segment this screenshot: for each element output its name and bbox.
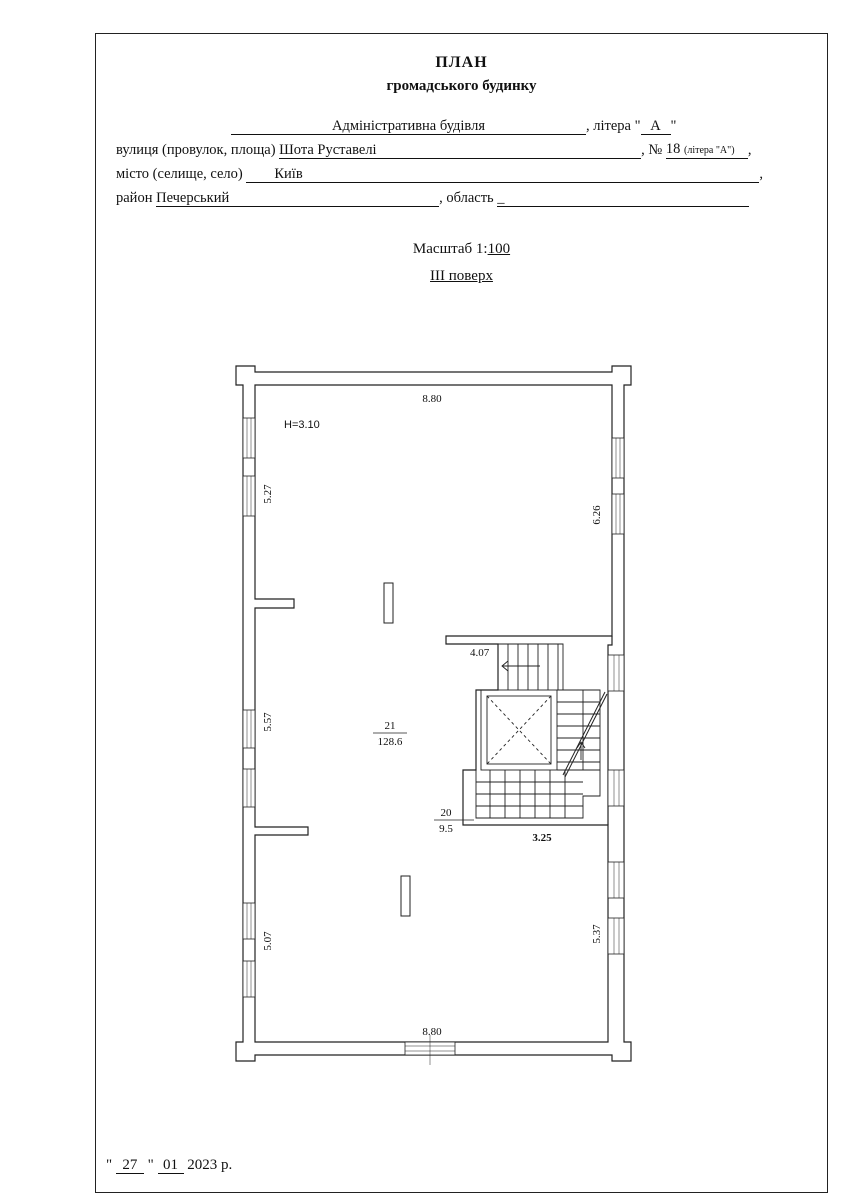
- window-right-2: [612, 494, 624, 534]
- window-right-1: [612, 438, 624, 478]
- room-stair-area: 9.5: [439, 823, 453, 835]
- street-value: Шота Руставелі: [279, 143, 641, 159]
- window-right-4: [608, 770, 624, 806]
- dim-left-1: 5.27: [262, 484, 274, 504]
- window-left-5: [243, 903, 255, 939]
- plan-subtitle: громадського будинку: [386, 78, 537, 94]
- scale-value: 100: [487, 241, 511, 257]
- dim-top: 8.80: [422, 393, 442, 405]
- building-type-value: Адміністративна будівля: [231, 119, 586, 135]
- staircase: [476, 644, 607, 818]
- date-day: 27: [116, 1158, 144, 1174]
- floor-label: III поверх: [430, 268, 493, 284]
- number-value: 18: [665, 141, 681, 157]
- room-main-number: 21: [384, 720, 396, 732]
- district-value: Печерський: [156, 191, 439, 207]
- city-value: Київ: [246, 167, 759, 183]
- date-open-quote: ": [106, 1157, 113, 1173]
- scale-label: Масштаб 1:: [412, 241, 488, 257]
- window-left-6: [243, 961, 255, 997]
- dim-right-1: 6.26: [591, 505, 603, 525]
- window-left-4: [243, 769, 255, 807]
- city-end: ,: [759, 166, 763, 182]
- number-note: (літера "А"): [684, 145, 735, 156]
- date-mid-quote: ": [147, 1157, 154, 1173]
- region-label: , область: [439, 190, 494, 206]
- litera-label: , літера ": [586, 118, 641, 134]
- district-label: район: [116, 190, 153, 206]
- window-left-2: [243, 476, 255, 516]
- room-main-area: 128.6: [377, 736, 403, 748]
- window-right-3: [608, 655, 624, 691]
- litera-close: ": [670, 118, 677, 134]
- date-month: 01: [158, 1158, 184, 1174]
- city-label: місто (селище, село): [116, 166, 243, 182]
- inner-wall: [255, 385, 612, 1042]
- dim-bottom: 8.80: [422, 1026, 442, 1038]
- dim-right-2: 5.37: [591, 924, 603, 944]
- number-label: , №: [641, 142, 663, 158]
- room-stair-number: 20: [440, 807, 452, 819]
- date-year: 2023 р.: [187, 1157, 233, 1173]
- litera-value: А: [641, 119, 671, 135]
- window-right-6: [608, 918, 624, 954]
- ceiling-height: H=3.10: [284, 419, 320, 431]
- plan-title: ПЛАН: [435, 54, 488, 71]
- window-left-3: [243, 710, 255, 748]
- column-1: [384, 583, 393, 623]
- region-value: _: [497, 191, 749, 207]
- street-label: вулиця (провулок, площа): [116, 142, 276, 158]
- dim-left-2: 5.57: [262, 712, 274, 732]
- window-left-1: [243, 418, 255, 458]
- column-2: [401, 876, 410, 916]
- dim-stair-width: 4.07: [470, 647, 490, 659]
- outer-wall: [236, 366, 631, 1061]
- number-end: ,: [747, 142, 752, 158]
- window-right-5: [608, 862, 624, 898]
- dim-stair-length: 3.25: [532, 832, 552, 844]
- dim-left-3: 5.07: [262, 931, 274, 951]
